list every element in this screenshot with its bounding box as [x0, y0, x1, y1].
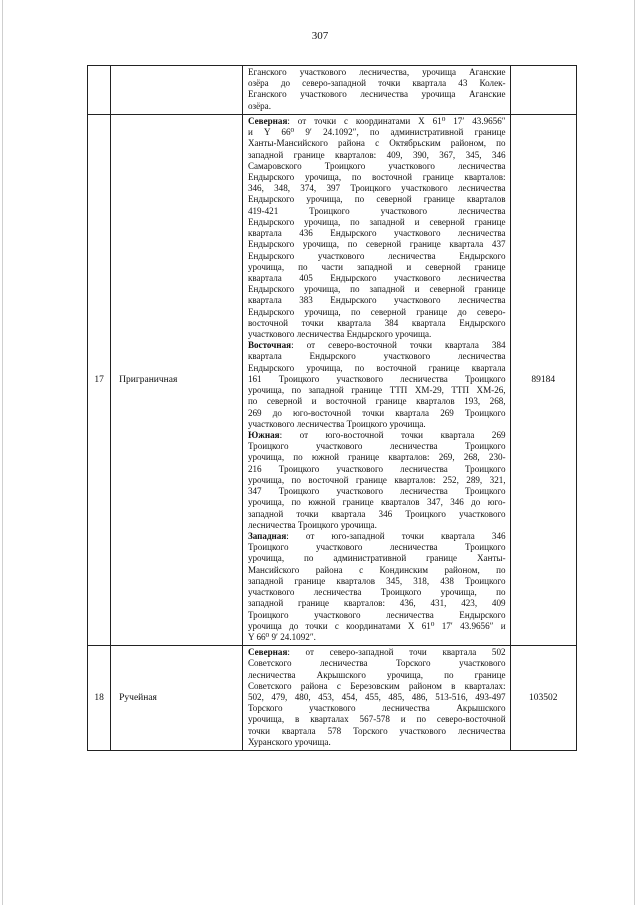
description-line — [248, 329, 506, 340]
row-number-cell: 18 — [88, 646, 111, 751]
description-line — [248, 565, 506, 576]
description-text: западной границе кварталов 345, 318, 438 Троицкого — [247, 575, 506, 586]
description-line — [248, 621, 506, 632]
description-line — [248, 67, 506, 78]
boundary-side-label: Северная — [247, 647, 288, 658]
table-row — [88, 66, 577, 115]
scan-edge-left — [2, 0, 3, 905]
description-text: и Y 66⁰ 9′ 24.1092″, по административной границе — [247, 127, 506, 138]
description-line — [248, 273, 506, 284]
description-line — [248, 464, 506, 475]
description-line — [248, 681, 506, 692]
description-text: квартала 436 Ендырского участкового лесничества — [247, 228, 506, 239]
description-line — [248, 228, 506, 239]
boundary-description-cell — [242, 114, 510, 645]
description-line — [248, 647, 506, 658]
description-text: 269 до юго-восточной точки квартала 269 Троицкого — [247, 407, 506, 418]
description-line — [248, 89, 506, 100]
description-text: 161 Троицкого участкового лесничества Троицкого — [247, 373, 506, 384]
description-line — [248, 307, 506, 318]
description-line — [248, 486, 506, 497]
description-line — [248, 183, 506, 194]
description-line — [248, 374, 506, 385]
description-text: 502, 479, 480, 453, 454, 455, 485, 486, 513-516, 493-497 — [247, 692, 506, 703]
description-line — [248, 714, 506, 725]
description-line — [248, 295, 506, 306]
description-line — [248, 737, 506, 748]
description-line — [248, 161, 506, 172]
description-line — [248, 430, 506, 441]
description-text: участкового лесничества Троицкого урочища. — [247, 418, 426, 429]
description-text: западной точки квартала 346 Троицкого участкового — [247, 508, 506, 519]
description-text: участкового лесничества Ендырского урочища. — [247, 329, 432, 340]
description-line — [248, 497, 506, 508]
description-line — [248, 385, 506, 396]
description-text: лесничества Троицкого урочища. — [247, 519, 377, 530]
description-line — [248, 726, 506, 737]
description-line — [248, 101, 506, 112]
description-line — [248, 542, 506, 553]
description-text: точки квартала 578 Торского участкового лесничества — [247, 725, 506, 736]
description-line — [248, 78, 506, 89]
description-text: Троицкого участкового лесничества Троицкого — [247, 542, 506, 553]
description-line — [248, 194, 506, 205]
description-text: урочища, по административной границе Ханты- — [247, 553, 506, 564]
description-text: Советского лесничества Торского участкового — [247, 658, 506, 669]
description-line — [248, 284, 506, 295]
description-line — [248, 396, 506, 407]
description-text: Ендырского урочища, по западной и северной границе — [247, 284, 506, 295]
description-line — [248, 610, 506, 621]
boundary-side-label: Южная — [247, 430, 280, 440]
description-text: квартала 405 Ендырского участкового лесничества — [247, 272, 506, 283]
description-text: Ендырского урочища, по северной границе квартала 437 — [247, 239, 506, 250]
description-line — [248, 475, 506, 486]
description-line — [248, 318, 506, 329]
description-text: западной границе кварталов: 436, 431, 423, 409 — [247, 598, 506, 609]
zone-name-cell — [111, 66, 243, 115]
description-text: урочища, по южной границе кварталов: 269, 268, 230- — [247, 452, 506, 463]
description-text: Ханты-Мансийского района с Октябрьским районом, по — [247, 138, 506, 149]
description-line — [248, 172, 506, 183]
description-text: Ендырского урочища, по восточной границе кварталов: — [247, 171, 506, 182]
description-text: Ендырского урочища, по северной границе до северо- — [247, 306, 506, 317]
description-text: озёра до северо-западной точки квартала 43 Колек- — [247, 78, 506, 89]
table-row — [88, 646, 577, 751]
description-text: Хуранского урочища. — [247, 736, 331, 747]
description-line — [248, 138, 506, 149]
description-line — [248, 520, 506, 531]
description-text: Еганского участкового лесничества, урочища Аганские — [247, 67, 506, 77]
description-line — [248, 670, 506, 681]
description-text: восточной точки квартала 384 квартала Ендырского — [247, 317, 506, 328]
table-row — [88, 114, 577, 645]
description-text: Ендырского участкового лесничества Ендырского — [247, 250, 506, 261]
description-line — [248, 150, 506, 161]
description-line — [248, 363, 506, 374]
description-line — [248, 408, 506, 419]
zone-name-cell: Ручейная — [111, 646, 243, 751]
description-text: лесничества Акрышского урочища, по границе — [247, 669, 506, 680]
page-number: 307 — [311, 30, 329, 42]
description-text: квартала Ендырского участкового лесничества — [247, 351, 506, 362]
description-text: квартала 383 Ендырского участкового лесничества — [247, 295, 506, 306]
row-number-cell: 17 — [88, 114, 111, 645]
description-text: озёра. — [247, 100, 271, 111]
area-cell — [510, 66, 576, 115]
scan-edge-right — [634, 0, 635, 905]
description-text: урочища, в кварталах 567-578 и по северо-восточной — [247, 714, 506, 725]
row-number-cell — [88, 66, 111, 115]
description-text: : от юго-западной точки квартала 346 — [286, 530, 506, 541]
boundary-side-label: Восточная — [247, 340, 292, 351]
description-line — [248, 598, 506, 609]
description-text: 347 Троицкого участкового лесничества Троицкого — [247, 486, 506, 497]
description-text: Советского района с Березовским районом в кварталах: — [247, 680, 506, 691]
description-text: 346, 348, 374, 397 Троицкого участкового лесничества — [247, 183, 506, 194]
description-line — [248, 576, 506, 587]
description-text: по северной и восточной границе кварталов 193, 268, — [247, 396, 506, 407]
boundary-description-cell — [242, 66, 510, 115]
zone-name-cell: Приграничная — [111, 114, 243, 645]
description-line — [248, 553, 506, 564]
description-line — [248, 531, 506, 542]
description-text: 419-421 Троицкого участкового лесничества — [247, 205, 506, 216]
description-text: Еганского участкового лесничества урочища Аганские — [247, 89, 506, 100]
description-line — [248, 587, 506, 598]
description-line — [248, 703, 506, 714]
area-cell: 103502 — [510, 646, 576, 751]
description-line — [248, 658, 506, 669]
boundary-side-label: Западная — [247, 530, 287, 541]
description-line — [248, 239, 506, 250]
description-text: Ендырского урочища, по северной границе кварталов — [247, 194, 506, 205]
description-line — [248, 509, 506, 520]
description-line — [248, 632, 506, 643]
description-text: 216 Троицкого участкового лесничества Троицкого — [247, 463, 506, 474]
description-line — [248, 127, 506, 138]
description-text: : от северо-восточной точки квартала 384 — [291, 340, 506, 351]
description-line — [248, 206, 506, 217]
description-text: Торского участкового лесничества Акрышского — [247, 703, 506, 714]
land-boundaries-table — [87, 65, 577, 751]
description-text: урочища, по западной границе ТТП ХМ-29, ТТП ХМ-26, — [247, 385, 506, 396]
description-line — [248, 251, 506, 262]
description-line — [248, 116, 506, 127]
boundary-side-label: Северная — [247, 115, 288, 126]
description-line — [248, 217, 506, 228]
description-text: Мансийского района с Кондинским районом, по — [247, 564, 506, 575]
description-line — [248, 692, 506, 703]
description-text: : от точки с координатами Х 61⁰ 17′ 43.9656″ — [287, 115, 506, 126]
description-line — [248, 452, 506, 463]
description-text: урочища, по южной границе кварталов 347, 346 до юго- — [247, 497, 506, 508]
description-line — [248, 419, 506, 430]
description-text: Ендырского урочища, по западной и северной границе — [247, 216, 506, 227]
description-text: Троицкого участкового лесничества Троицкого — [247, 441, 506, 452]
description-text: урочища, по восточной границе кварталов: 252, 289, 321, — [247, 474, 506, 485]
description-line — [248, 441, 506, 452]
boundary-description-cell — [242, 646, 510, 751]
description-line — [248, 340, 506, 351]
description-text: Троицкого участкового лесничества Ендырского — [247, 609, 506, 620]
description-text: : от северо-западной точи квартала 502 — [287, 647, 506, 658]
description-text: : от юго-восточной точки квартала 269 — [279, 430, 506, 440]
description-text: участкового лесничества Троицкого урочища, по — [247, 587, 506, 598]
description-text: урочища, по части западной и северной границе — [247, 261, 506, 272]
description-line — [248, 351, 506, 362]
description-text: Ендырского урочища, по восточной границе квартала — [247, 362, 506, 373]
description-text: Y 66⁰ 9′ 24.1092″. — [247, 631, 316, 642]
description-line — [248, 262, 506, 273]
description-text: урочища до точки с координатами Х 61⁰ 17′ 43.9656″ и — [247, 620, 506, 631]
description-text: Самаровского Троицкого участкового лесничества — [247, 160, 506, 171]
description-text: западной границе кварталов: 409, 390, 367, 345, 346 — [247, 149, 506, 160]
area-cell: 89184 — [510, 114, 576, 645]
